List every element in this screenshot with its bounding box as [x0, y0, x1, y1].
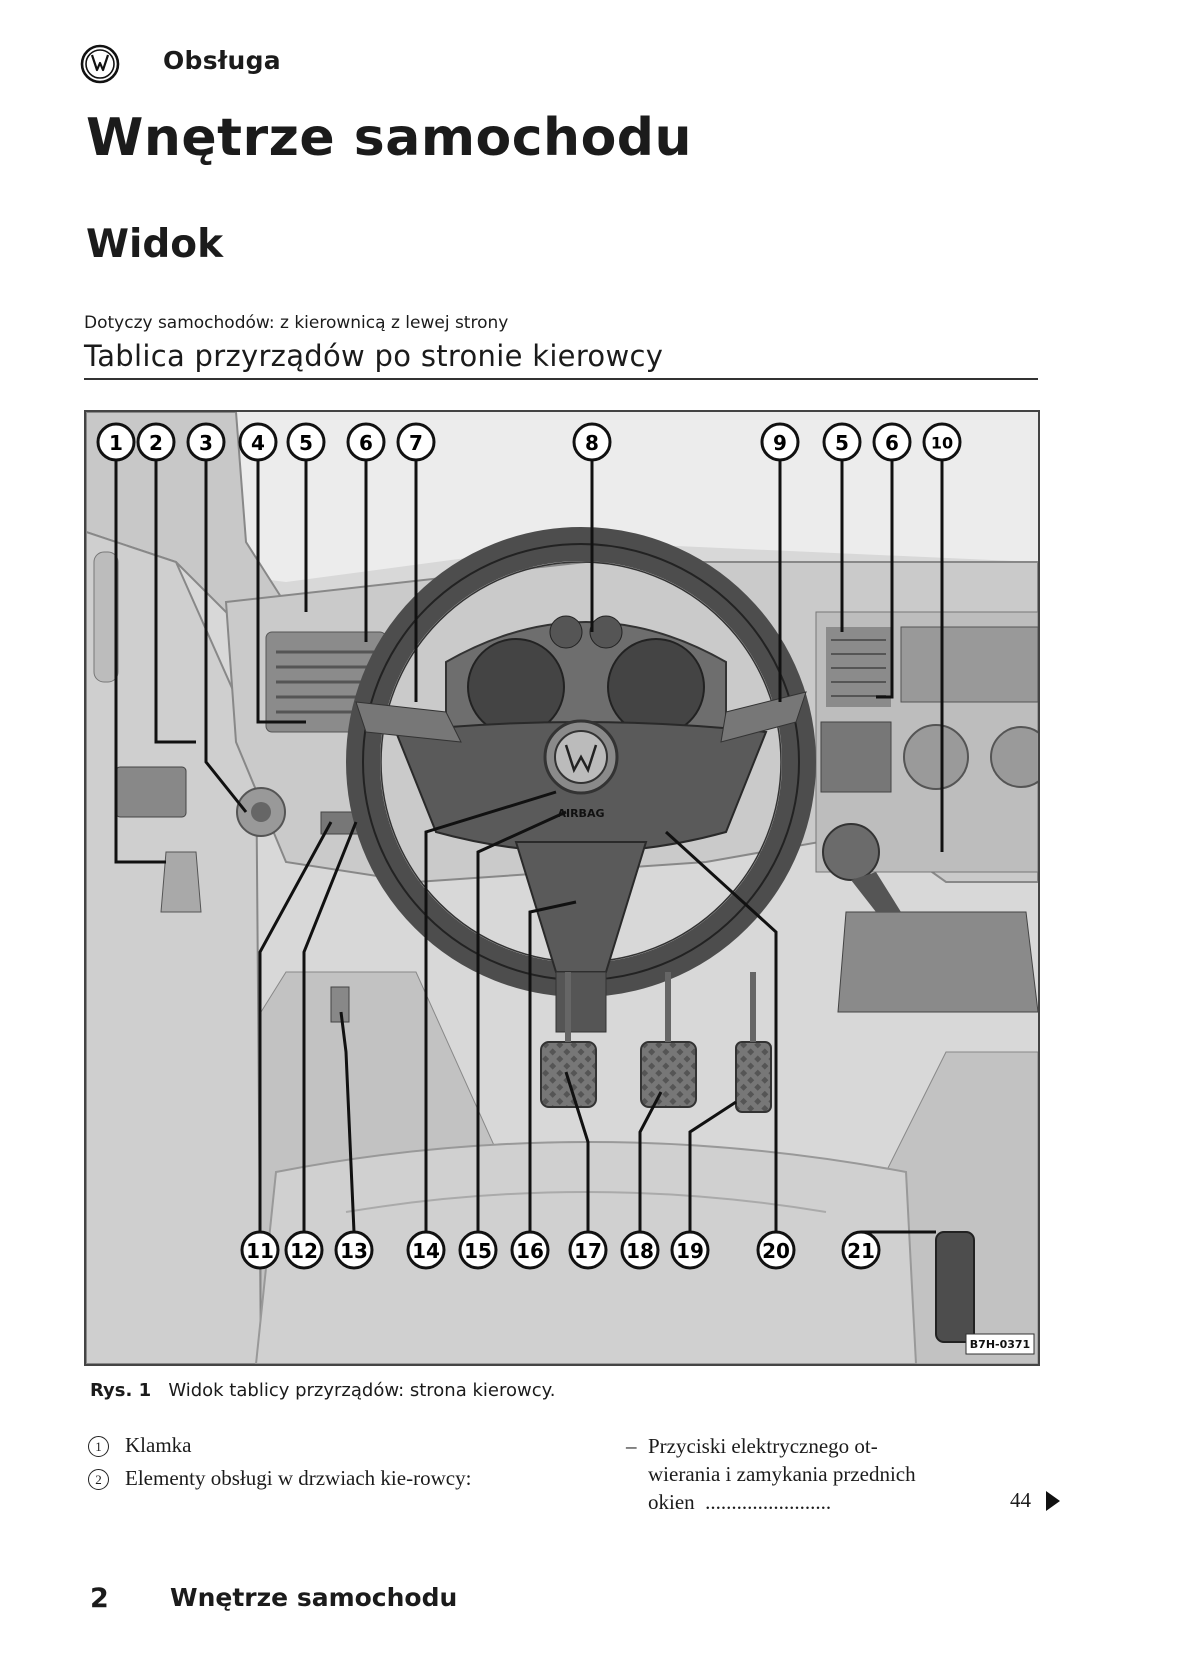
svg-text:6: 6	[885, 431, 899, 455]
callout-13	[336, 1232, 372, 1268]
svg-text:2: 2	[149, 431, 163, 455]
svg-text:5: 5	[835, 431, 849, 455]
page-subtitle: Widok	[86, 222, 224, 267]
callout-18	[622, 1232, 658, 1268]
callout-6	[348, 424, 384, 460]
callout-11	[242, 1232, 278, 1268]
svg-text:3: 3	[199, 431, 213, 455]
figure-code: B7H-0371	[969, 1338, 1031, 1351]
sub-item-line	[648, 1488, 1066, 1516]
page-title: Wnętrze samochodu	[86, 108, 693, 168]
svg-text:1: 1	[109, 431, 123, 455]
svg-text:13: 13	[340, 1239, 368, 1263]
callout-10	[924, 424, 960, 460]
sub-item-line: wierania i zamykania przednich	[648, 1462, 916, 1486]
legend-text: Elementy obsługi w drzwiach kie-rowcy:	[125, 1466, 472, 1490]
callout-5b	[824, 424, 860, 460]
legend-list	[88, 1432, 548, 1498]
sub-item-last-line: okien	[648, 1490, 695, 1514]
svg-text:9: 9	[773, 431, 787, 455]
heading-rule	[84, 378, 1038, 380]
callout-20	[758, 1232, 794, 1268]
legend-text: Klamka	[125, 1433, 192, 1457]
page-reference[interactable]: 44	[1010, 1488, 1031, 1512]
svg-text:4: 4	[251, 431, 265, 455]
callout-7	[398, 424, 434, 460]
legend-item	[88, 1432, 548, 1459]
continue-arrow-icon	[1046, 1491, 1060, 1511]
svg-text:20: 20	[762, 1239, 790, 1263]
callout-14	[408, 1232, 444, 1268]
svg-text:10: 10	[930, 433, 954, 453]
svg-text:11: 11	[246, 1239, 274, 1263]
svg-text:8: 8	[585, 431, 599, 455]
dashboard-illustration	[84, 410, 1040, 1366]
dashboard-drawing	[86, 412, 1038, 1364]
svg-text:6: 6	[359, 431, 373, 455]
legend-number: 1	[88, 1436, 109, 1457]
caption-text: Widok tablicy przyrządów: strona kierowcy.	[168, 1380, 556, 1401]
callout-17	[570, 1232, 606, 1268]
figure-caption	[90, 1380, 555, 1401]
svg-text:5: 5	[299, 431, 313, 455]
svg-text:7: 7	[409, 431, 423, 455]
applies-to-note: Dotyczy samochodów: z kierownicą z lewej strony	[84, 313, 509, 333]
callout-5	[288, 424, 324, 460]
list-dash: –	[626, 1434, 637, 1458]
leader-dots: ........................	[705, 1490, 832, 1514]
legend-number: 2	[88, 1469, 109, 1490]
vw-logo-icon	[80, 44, 120, 84]
svg-text:12: 12	[290, 1239, 318, 1263]
footer-page-number: 2	[90, 1583, 109, 1614]
legend-item	[88, 1465, 548, 1492]
callout-1	[98, 424, 134, 460]
callout-21	[843, 1232, 879, 1268]
callout-4	[240, 424, 276, 460]
sub-item-line: Przyciski elektrycznego ot-	[648, 1434, 878, 1458]
callout-12	[286, 1232, 322, 1268]
callout-3	[188, 424, 224, 460]
caption-label: Rys. 1	[90, 1380, 152, 1401]
airbag-label: AIRBAG	[557, 807, 605, 820]
svg-text:14: 14	[412, 1239, 440, 1263]
callout-19	[672, 1232, 708, 1268]
section-label: Obsługa	[163, 46, 281, 75]
figure-heading: Tablica przyrządów po stronie kierowcy	[84, 339, 664, 373]
legend-sub-item	[626, 1432, 1066, 1516]
svg-text:17: 17	[574, 1239, 602, 1263]
callout-8	[574, 424, 610, 460]
callout-9	[762, 424, 798, 460]
svg-text:19: 19	[676, 1239, 704, 1263]
callout-15	[460, 1232, 496, 1268]
callout-6b	[874, 424, 910, 460]
svg-text:18: 18	[626, 1239, 654, 1263]
svg-text:21: 21	[847, 1239, 875, 1263]
svg-text:15: 15	[464, 1239, 492, 1263]
callout-16	[512, 1232, 548, 1268]
svg-text:16: 16	[516, 1239, 544, 1263]
footer-title: Wnętrze samochodu	[170, 1583, 458, 1612]
callout-2	[138, 424, 174, 460]
